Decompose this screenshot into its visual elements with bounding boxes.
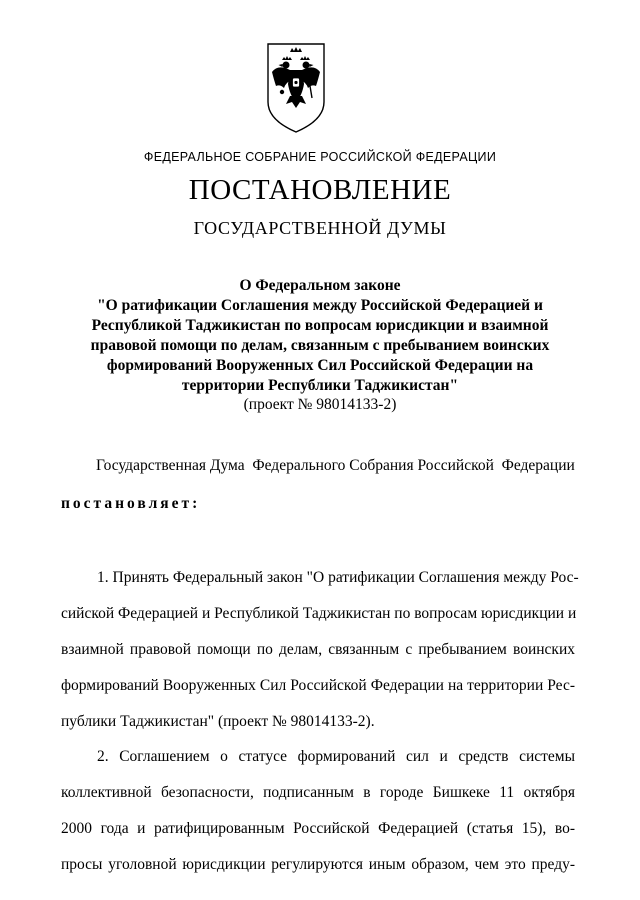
paragraph-line: 1. Принять Федеральный закон "О ратификации Соглашения между Рос- (97, 569, 579, 586)
double-headed-eagle-icon (264, 40, 328, 138)
document-issuer: ГОСУДАРСТВЕННОЙ ДУМЫ (193, 218, 447, 238)
subject-line: "О ратификации Соглашения между Российской Федерацией и (97, 297, 543, 314)
project-number: (проект № 98014133-2) (243, 396, 397, 413)
assembly-name: ФЕДЕРАЛЬНОЕ СОБРАНИЕ РОССИЙСКОЙ ФЕДЕРАЦИИ (143, 150, 497, 164)
subject-line: территории Республики Таджикистан" (181, 377, 459, 394)
paragraph-line: сийской Федерацией и Республикой Таджикистан по вопросам юрисдикции и (61, 605, 577, 622)
coat-of-arms-emblem (264, 40, 328, 138)
paragraph-line: 2000 года и ратифицированным Российской Федерацией (статья 15), во- (61, 820, 575, 837)
subject-line: О Федеральном законе (239, 277, 401, 294)
paragraph-line: формирований Вооруженных Сил Российской Федерации на территории Рес- (61, 677, 575, 694)
subject-line: Республикой Таджикистан по вопросам юрисдикции и взаимной (91, 317, 549, 334)
paragraph-line: публики Таджикистан" (проект № 98014133-2). (61, 713, 375, 730)
document-type-title: ПОСТАНОВЛЕНИЕ (188, 174, 452, 206)
resolves-word: постановляет: (61, 495, 201, 512)
paragraph-2 (61, 739, 575, 883)
paragraph-1 (61, 560, 579, 740)
subject-line: формирований Вооруженных Сил Российской Федерации на (106, 357, 534, 374)
subject-line: правовой помощи по делам, связанным с пребыванием воинских (90, 337, 550, 354)
paragraph-line: взаимной правовой помощи по делам, связанным с пребыванием воинских (61, 641, 575, 658)
paragraph-line: 2. Соглашением о статусе формирований сил и средств системы (97, 748, 575, 765)
document-subject (60, 276, 580, 396)
preamble-text: Государственная Дума Федерального Собрания Российской Федерации (96, 457, 575, 474)
paragraph-line: просы уголовной юрисдикции регулируются иным образом, чем это преду- (61, 856, 575, 873)
paragraph-line: коллективной безопасности, подписанным в городе Бишкеке 11 октября (61, 784, 575, 801)
